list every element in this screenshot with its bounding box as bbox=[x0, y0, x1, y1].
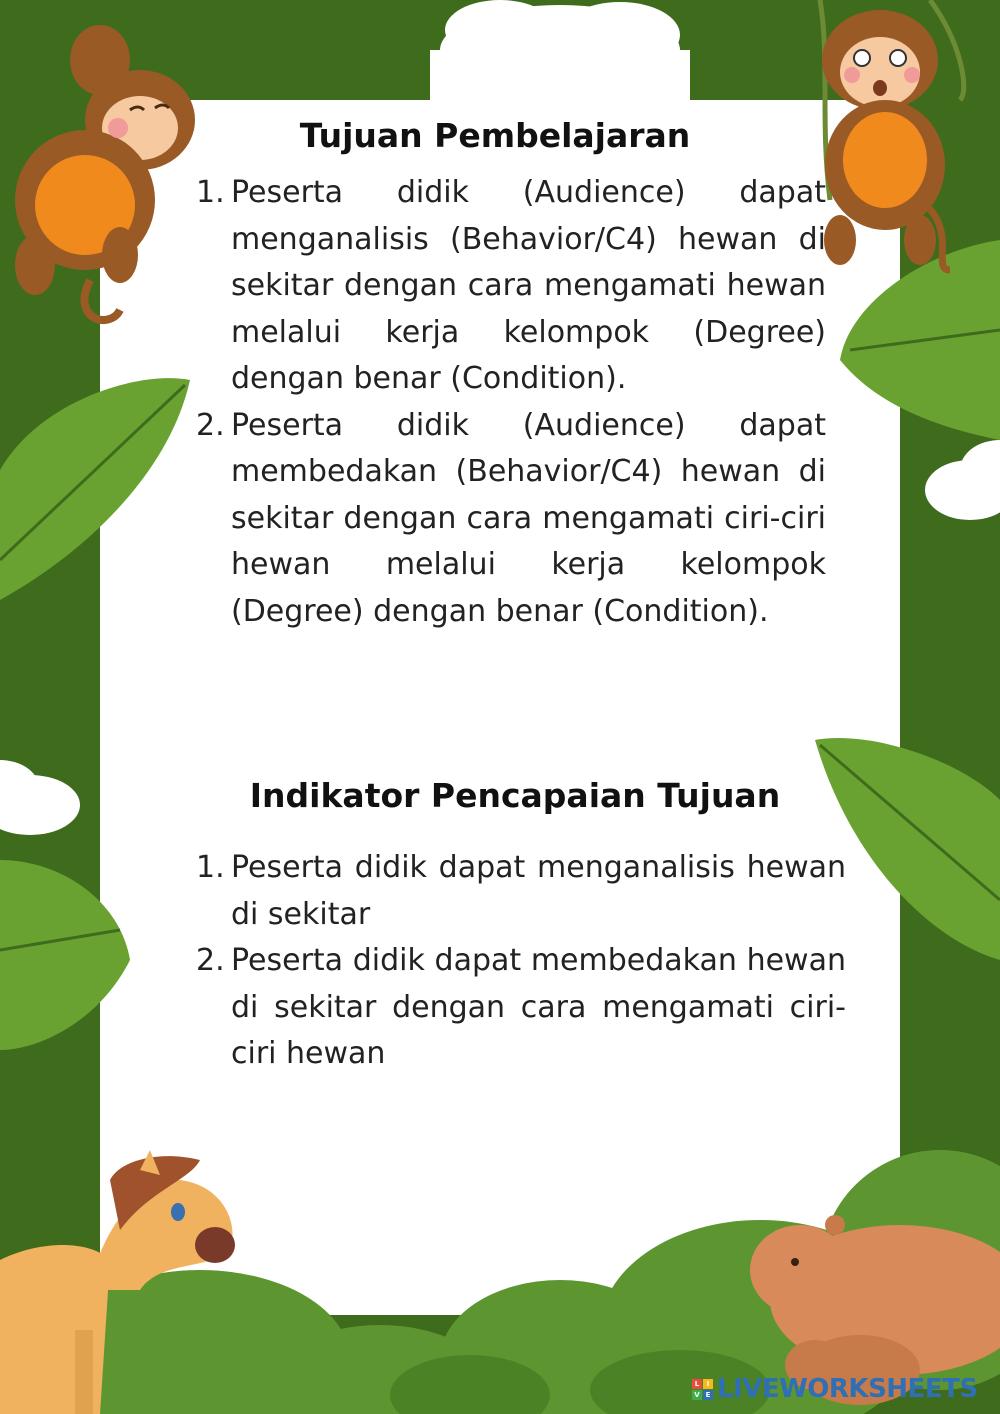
list-item-text: Peserta didik (Audience) dapat menganalisis (Behavior/C4) hewan di sekitar dengan cara mengamati hewan melalui kerja kelompok (Degree) dengan benar (Condition). bbox=[231, 175, 826, 396]
logo-letter: V bbox=[692, 1390, 702, 1400]
achievement-indicators-list bbox=[196, 845, 846, 1078]
watermark-text: LIVEWORKSHEETS bbox=[717, 1374, 978, 1404]
list-item-text: Peserta didik dapat membedakan hewan di sekitar dengan cara mengamati ciri-ciri hewan bbox=[231, 943, 846, 1071]
list-item-text: Peserta didik (Audience) dapat membedakan (Behavior/C4) hewan di sekitar dengan cara mengamati ciri-ciri hewan melalui kerja kelompok (Degree) dengan benar (Condition). bbox=[231, 407, 826, 629]
leaf-left-upper bbox=[0, 378, 190, 600]
section-title-learning-objectives: Tujuan Pembelajaran bbox=[299, 116, 691, 155]
liveworksheets-logo-icon bbox=[692, 1379, 713, 1400]
learning-objectives-list bbox=[196, 170, 826, 635]
list-item-text: Peserta didik dapat menganalisis hewan di sekitar bbox=[231, 850, 846, 932]
list-item-number: 2. bbox=[196, 407, 225, 443]
list-item-number: 1. bbox=[196, 850, 225, 885]
leaf-right-upper bbox=[840, 240, 1000, 440]
liveworksheets-watermark bbox=[692, 1374, 978, 1404]
leaf-left-lower bbox=[0, 860, 130, 1050]
list-item bbox=[196, 938, 846, 1078]
monkey-left-illustration bbox=[15, 0, 195, 320]
list-item bbox=[196, 403, 826, 636]
section-title-achievement-indicators: Indikator Pencapaian Tujuan bbox=[249, 776, 781, 815]
logo-letter: I bbox=[703, 1379, 713, 1389]
monkey-right-illustration bbox=[820, 0, 964, 270]
list-item-number: 2. bbox=[196, 943, 225, 978]
logo-letter: L bbox=[692, 1379, 702, 1389]
list-item-number: 1. bbox=[196, 175, 225, 210]
list-item bbox=[196, 845, 846, 938]
list-item bbox=[196, 170, 826, 403]
logo-letter: E bbox=[703, 1390, 713, 1400]
